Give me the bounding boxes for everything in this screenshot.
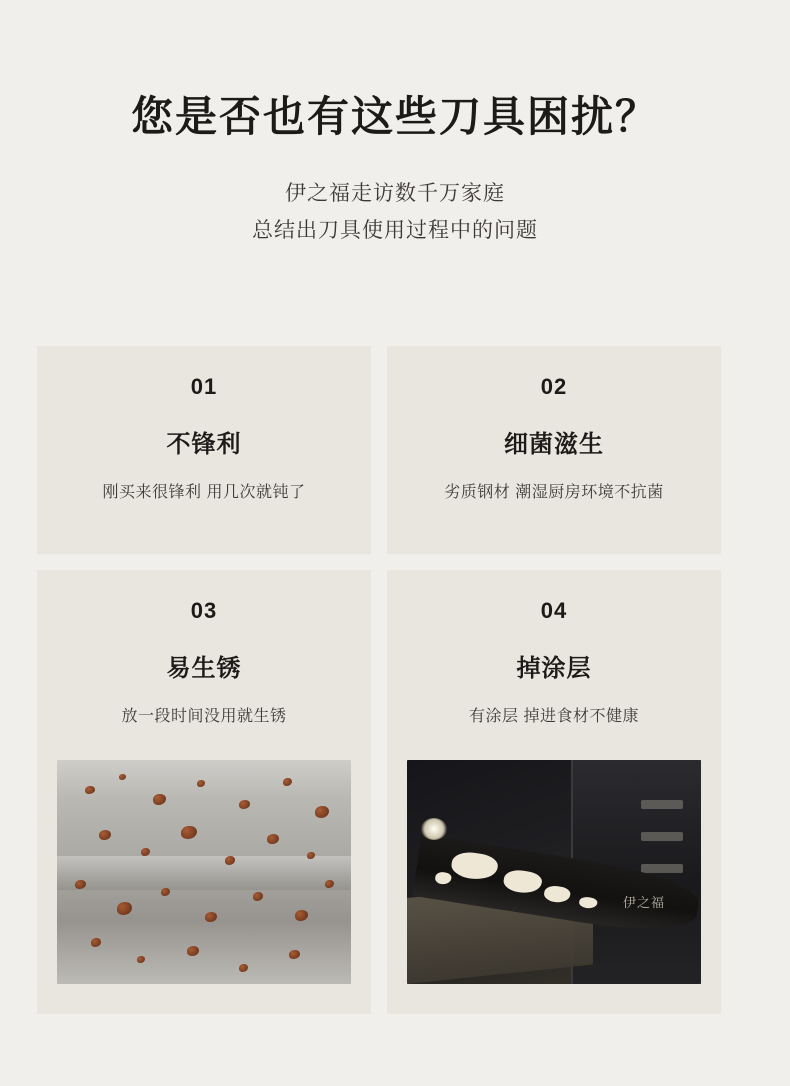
card-title: 不锋利 xyxy=(166,430,242,458)
rust-speck xyxy=(153,794,166,805)
subtitle-line-1: 伊之福走访数千万家庭 xyxy=(285,182,505,206)
rust-speck xyxy=(141,848,150,856)
rust-speck xyxy=(239,800,250,809)
rust-speck xyxy=(181,826,197,839)
rust-speck xyxy=(85,786,95,794)
blade-highlight-band xyxy=(57,856,351,890)
card-title: 易生锈 xyxy=(166,654,242,682)
card-title: 细菌滋生 xyxy=(504,430,604,458)
page-title: 您是否也有这些刀具困扰？ xyxy=(130,93,659,140)
problem-card-01 xyxy=(37,346,371,554)
rust-speck xyxy=(117,902,132,915)
card-description: 刚买来很锋利 用几次就钝了 xyxy=(102,483,306,501)
coating-chip xyxy=(578,896,597,910)
rust-speck xyxy=(161,888,170,896)
rust-speck xyxy=(91,938,101,947)
rust-speck xyxy=(197,780,205,787)
rust-speck xyxy=(289,950,300,959)
blade-tip-glint xyxy=(421,818,447,840)
rusty-blade-photo xyxy=(57,760,351,984)
rust-speck xyxy=(205,912,217,922)
card-description: 有涂层 掉进食材不健康 xyxy=(469,707,639,725)
rust-speck xyxy=(295,910,308,921)
subtitle-block xyxy=(0,176,790,250)
rust-speck xyxy=(267,834,279,844)
card-number: 02 xyxy=(540,373,568,399)
rust-speck xyxy=(253,892,263,901)
rust-speck xyxy=(315,806,329,818)
problem-card-02 xyxy=(387,346,721,554)
card-number: 03 xyxy=(190,597,218,623)
rust-speck xyxy=(119,774,126,780)
card-title: 掉涂层 xyxy=(516,654,592,682)
card-number: 04 xyxy=(540,597,568,623)
rust-speck xyxy=(99,830,111,840)
coating-chip xyxy=(543,884,571,904)
card-description: 放一段时间没用就生锈 xyxy=(121,707,287,725)
card-number: 01 xyxy=(190,373,218,399)
subtitle-line-2: 总结出刀具使用过程中的问题 xyxy=(252,219,538,243)
coating-chip xyxy=(450,849,500,882)
rust-speck xyxy=(283,778,292,786)
appliance-control xyxy=(641,800,683,809)
problem-card-grid xyxy=(37,346,753,1014)
coating-chip xyxy=(434,871,452,885)
card-description: 劣质钢材 潮湿厨房环境不抗菌 xyxy=(444,483,664,501)
chipped-coating-knife-photo xyxy=(407,760,701,984)
page-header xyxy=(0,0,790,250)
coating-chip xyxy=(502,868,543,896)
appliance-control xyxy=(641,832,683,841)
problem-card-04 xyxy=(387,570,721,1014)
rust-speck xyxy=(239,964,248,972)
rust-speck xyxy=(137,956,145,963)
photo-watermark: 伊之福 xyxy=(622,894,665,910)
rust-speck xyxy=(187,946,199,956)
problem-card-03 xyxy=(37,570,371,1014)
appliance-control xyxy=(641,864,683,873)
